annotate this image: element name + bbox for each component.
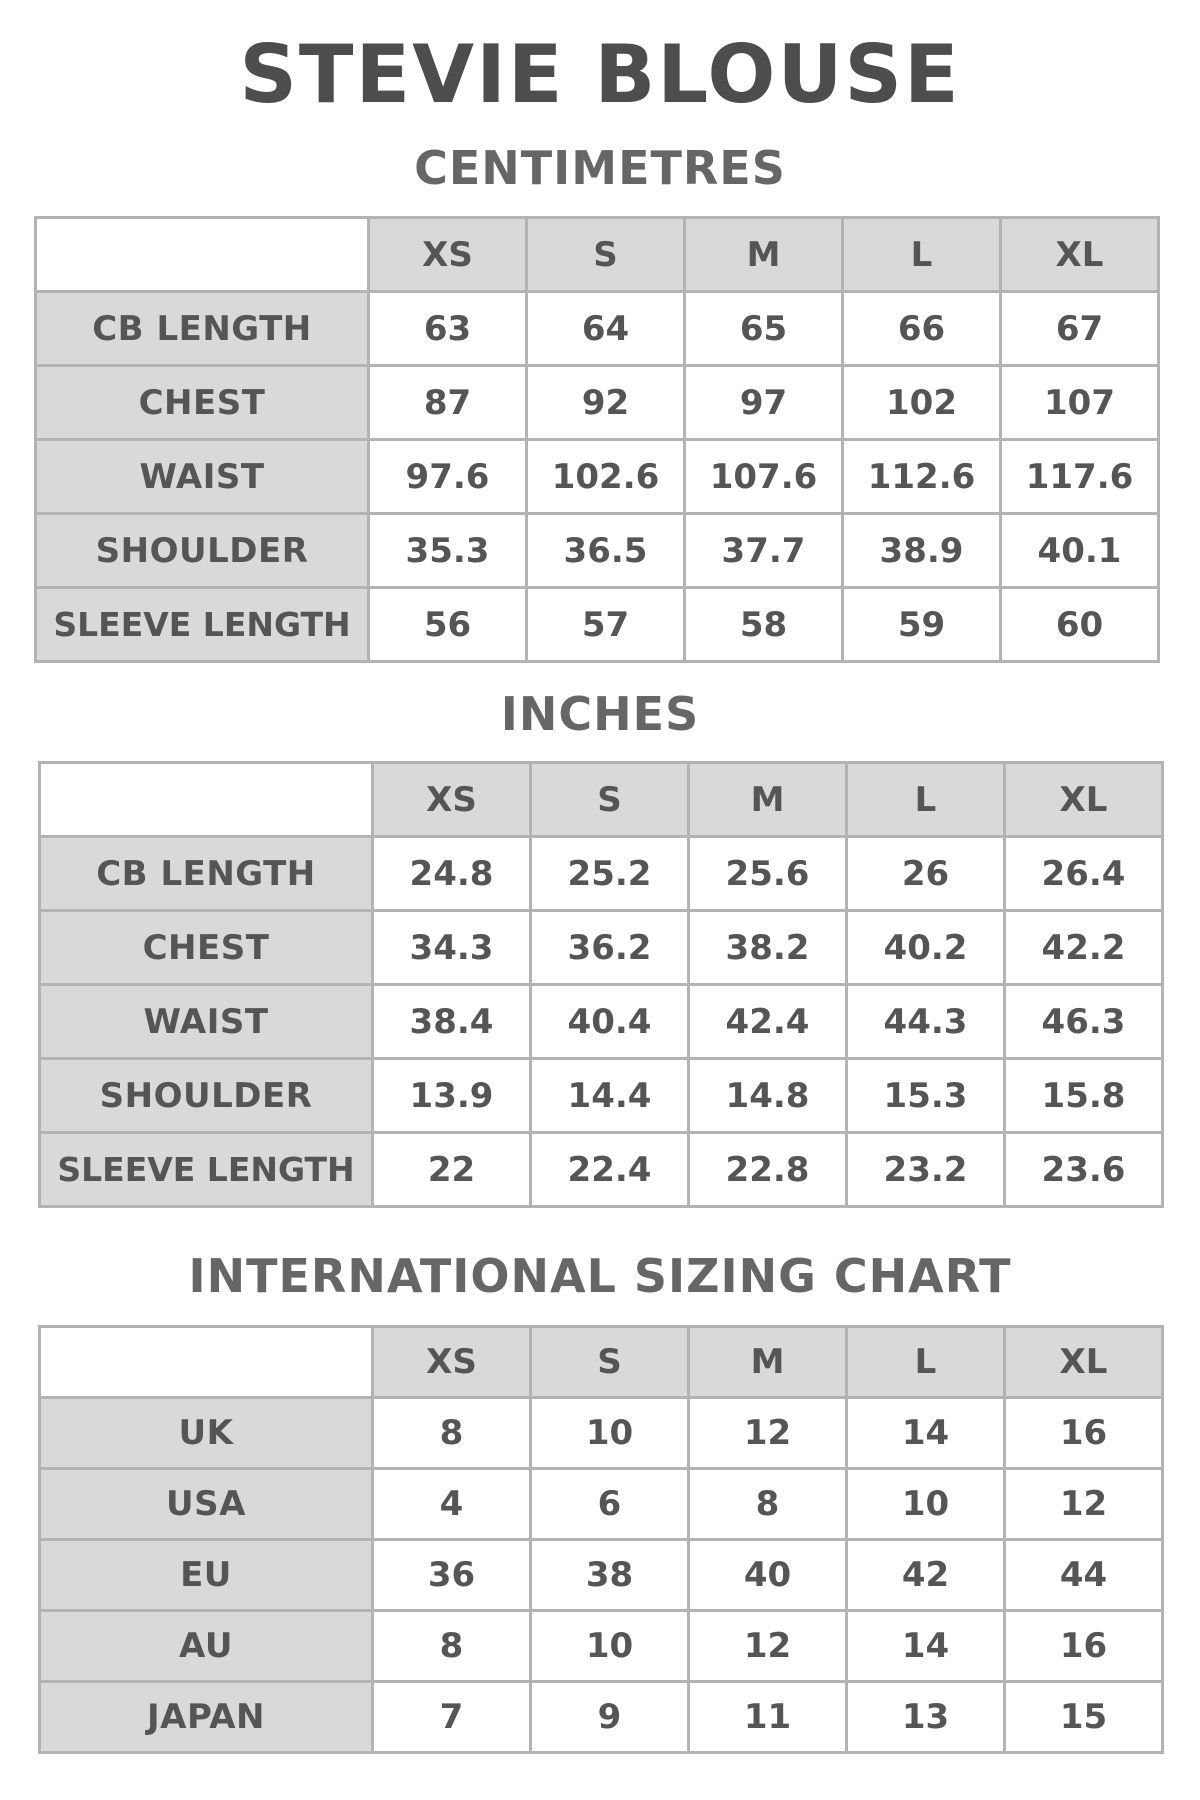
table-cell: 23.6	[1005, 1133, 1163, 1207]
row-label: CHEST	[36, 366, 369, 440]
table-cell: 13	[847, 1682, 1005, 1753]
table-row	[40, 1611, 1163, 1682]
table-cell: 44	[1005, 1540, 1163, 1611]
size-header: M	[685, 218, 843, 292]
table-cell: 15.3	[847, 1059, 1005, 1133]
table-cell: 14.8	[689, 1059, 847, 1133]
table-cell: 37.7	[685, 514, 843, 588]
table-cell: 60	[1001, 588, 1159, 662]
table-cell: 40.2	[847, 911, 1005, 985]
table-cell: 10	[847, 1469, 1005, 1540]
inches-title: INCHES	[500, 687, 700, 741]
size-header: L	[847, 763, 1005, 837]
size-header: XS	[373, 1327, 531, 1398]
table-cell: 59	[843, 588, 1001, 662]
size-header: XL	[1001, 218, 1159, 292]
table-cell: 8	[373, 1611, 531, 1682]
size-header: XL	[1005, 763, 1163, 837]
table-cell: 44.3	[847, 985, 1005, 1059]
row-label: WAIST	[40, 985, 373, 1059]
size-header: L	[847, 1327, 1005, 1398]
table-cell: 92	[527, 366, 685, 440]
table-cell: 42.4	[689, 985, 847, 1059]
table-row	[36, 440, 1159, 514]
table-cell: 38.9	[843, 514, 1001, 588]
table-row	[40, 911, 1163, 985]
table-cell: 7	[373, 1682, 531, 1753]
corner-cell	[40, 763, 373, 837]
row-label: SHOULDER	[36, 514, 369, 588]
table-row	[40, 837, 1163, 911]
table-cell: 40	[689, 1540, 847, 1611]
size-header: S	[527, 218, 685, 292]
row-label: USA	[40, 1469, 373, 1540]
table-cell: 23.2	[847, 1133, 1005, 1207]
page-title: STEVIE BLOUSE	[239, 28, 961, 121]
table-cell: 34.3	[373, 911, 531, 985]
centimetres-title: CENTIMETRES	[414, 141, 786, 195]
table-cell: 63	[369, 292, 527, 366]
table-cell: 26.4	[1005, 837, 1163, 911]
table-row	[36, 588, 1159, 662]
table-cell: 10	[531, 1398, 689, 1469]
table-cell: 35.3	[369, 514, 527, 588]
table-cell: 12	[689, 1398, 847, 1469]
row-label: SLEEVE LENGTH	[36, 588, 369, 662]
table-cell: 117.6	[1001, 440, 1159, 514]
table-cell: 58	[685, 588, 843, 662]
table-cell: 8	[689, 1469, 847, 1540]
table-cell: 67	[1001, 292, 1159, 366]
size-header: S	[531, 1327, 689, 1398]
table-cell: 11	[689, 1682, 847, 1753]
table-cell: 10	[531, 1611, 689, 1682]
table-row	[40, 1682, 1163, 1753]
table-cell: 22.4	[531, 1133, 689, 1207]
size-header: M	[689, 1327, 847, 1398]
table-cell: 107.6	[685, 440, 843, 514]
table-cell: 40.4	[531, 985, 689, 1059]
table-cell: 14	[847, 1398, 1005, 1469]
international-title: INTERNATIONAL SIZING CHART	[188, 1249, 1012, 1303]
size-header: L	[843, 218, 1001, 292]
table-cell: 36	[373, 1540, 531, 1611]
header-row	[40, 763, 1163, 837]
table-cell: 112.6	[843, 440, 1001, 514]
table-cell: 66	[843, 292, 1001, 366]
table-cell: 42	[847, 1540, 1005, 1611]
row-label: EU	[40, 1540, 373, 1611]
table-cell: 16	[1005, 1398, 1163, 1469]
table-cell: 102	[843, 366, 1001, 440]
row-label: CB LENGTH	[40, 837, 373, 911]
table-row	[40, 1059, 1163, 1133]
table-cell: 64	[527, 292, 685, 366]
row-label: AU	[40, 1611, 373, 1682]
international-table	[38, 1325, 1164, 1754]
table-cell: 16	[1005, 1611, 1163, 1682]
table-cell: 25.2	[531, 837, 689, 911]
table-cell: 26	[847, 837, 1005, 911]
table-cell: 46.3	[1005, 985, 1163, 1059]
table-cell: 12	[1005, 1469, 1163, 1540]
table-row	[36, 366, 1159, 440]
size-header: XL	[1005, 1327, 1163, 1398]
table-cell: 36.5	[527, 514, 685, 588]
inches-table	[38, 761, 1164, 1208]
table-cell: 42.2	[1005, 911, 1163, 985]
table-row	[40, 1469, 1163, 1540]
table-cell: 22.8	[689, 1133, 847, 1207]
table-cell: 97.6	[369, 440, 527, 514]
row-label: UK	[40, 1398, 373, 1469]
header-row	[40, 1327, 1163, 1398]
table-cell: 65	[685, 292, 843, 366]
table-cell: 14.4	[531, 1059, 689, 1133]
table-cell: 4	[373, 1469, 531, 1540]
table-cell: 6	[531, 1469, 689, 1540]
corner-cell	[36, 218, 369, 292]
table-row	[40, 1398, 1163, 1469]
table-row	[40, 985, 1163, 1059]
size-header: M	[689, 763, 847, 837]
row-label: CHEST	[40, 911, 373, 985]
table-cell: 9	[531, 1682, 689, 1753]
table-cell: 13.9	[373, 1059, 531, 1133]
centimetres-table	[34, 216, 1160, 663]
table-cell: 12	[689, 1611, 847, 1682]
size-header: XS	[369, 218, 527, 292]
row-label: SLEEVE LENGTH	[40, 1133, 373, 1207]
table-cell: 38	[531, 1540, 689, 1611]
table-cell: 25.6	[689, 837, 847, 911]
corner-cell	[40, 1327, 373, 1398]
header-row	[36, 218, 1159, 292]
table-cell: 87	[369, 366, 527, 440]
table-cell: 40.1	[1001, 514, 1159, 588]
table-row	[36, 292, 1159, 366]
table-cell: 57	[527, 588, 685, 662]
table-row	[40, 1133, 1163, 1207]
table-cell: 38.4	[373, 985, 531, 1059]
table-cell: 22	[373, 1133, 531, 1207]
table-cell: 15	[1005, 1682, 1163, 1753]
size-header: S	[531, 763, 689, 837]
table-cell: 38.2	[689, 911, 847, 985]
table-cell: 97	[685, 366, 843, 440]
row-label: SHOULDER	[40, 1059, 373, 1133]
table-cell: 36.2	[531, 911, 689, 985]
row-label: CB LENGTH	[36, 292, 369, 366]
table-cell: 14	[847, 1611, 1005, 1682]
table-row	[36, 514, 1159, 588]
table-cell: 15.8	[1005, 1059, 1163, 1133]
table-cell: 8	[373, 1398, 531, 1469]
row-label: WAIST	[36, 440, 369, 514]
table-cell: 56	[369, 588, 527, 662]
size-header: XS	[373, 763, 531, 837]
row-label: JAPAN	[40, 1682, 373, 1753]
table-cell: 102.6	[527, 440, 685, 514]
table-cell: 107	[1001, 366, 1159, 440]
table-cell: 24.8	[373, 837, 531, 911]
table-row	[40, 1540, 1163, 1611]
